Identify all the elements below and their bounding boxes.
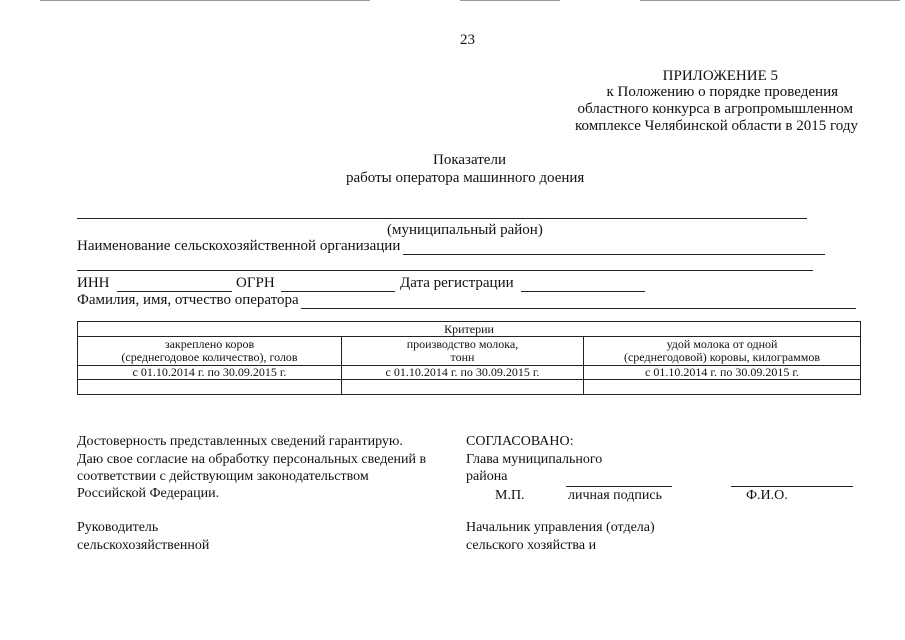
approval-title: СОГЛАСОВАНО: [466, 434, 574, 449]
value-cell[interactable] [78, 380, 342, 395]
district-input-line[interactable] [77, 218, 807, 219]
column-header-line: закреплено коров [164, 337, 255, 351]
column-header-line: (среднегодовой) коровы, килограммов [623, 350, 821, 364]
certification-line-4: Российской Федерации. [77, 486, 220, 501]
operator-name-label: Фамилия, имя, отчество оператора [77, 292, 299, 308]
signature-line[interactable] [566, 486, 672, 487]
operator-name-input-line[interactable] [301, 308, 856, 309]
footer-right-line-2: сельского хозяйства и [466, 538, 597, 553]
scan-edge-line-mid [460, 0, 560, 1]
certification-line-1: Достоверность представленных сведений гарантирую. [77, 434, 403, 449]
table-row [78, 337, 861, 366]
column-header-line: производство молока, [406, 337, 519, 351]
footer-left-line-2: сельскохозяйственной [77, 538, 210, 553]
footer-left-line-1: Руководитель [77, 520, 159, 535]
column-header [78, 337, 342, 366]
value-cell[interactable] [584, 380, 861, 395]
org-name-label: Наименование сельскохозяйственной организации [77, 238, 401, 254]
heading-line-1: Показатели [433, 152, 506, 168]
column-header [584, 337, 861, 366]
org-name-input-line-2[interactable] [77, 270, 813, 271]
inn-label: ИНН [77, 275, 110, 291]
heading-line-2: работы оператора машинного доения [346, 170, 585, 186]
reg-date-input-line[interactable] [521, 291, 645, 292]
district-caption: (муниципальный район) [387, 222, 543, 238]
table-header: Критерии [78, 322, 861, 337]
period-cell: с 01.10.2014 г. по 30.09.2015 г. [584, 366, 861, 380]
column-header-line: удой молока от одной [666, 337, 778, 351]
value-cell[interactable] [342, 380, 584, 395]
reg-date-label: Дата регистрации [400, 275, 514, 291]
criteria-table [77, 321, 861, 395]
certification-line-2: Даю свое согласие на обработку персональных сведений в [77, 452, 427, 467]
appendix-line-2: областного конкурса в агропромышленном [577, 101, 853, 117]
approval-line-2: района [466, 469, 508, 484]
column-header-line: тонн [450, 350, 475, 364]
page-number: 23 [460, 32, 475, 48]
scan-edge-line-left [40, 0, 370, 1]
footer-right-line-1: Начальник управления (отдела) [466, 520, 655, 535]
approval-line-1: Глава муниципального [466, 452, 603, 467]
scan-edge-line-right [640, 0, 900, 1]
table-header-row [78, 322, 861, 337]
appendix-title: ПРИЛОЖЕНИЕ 5 [662, 68, 778, 84]
appendix-line-3: комплексе Челябинской области в 2015 году [575, 118, 858, 134]
stamp-label: М.П. [495, 488, 525, 503]
certification-line-3: соответствии с действующим законодательством [77, 469, 369, 484]
table-row [78, 366, 861, 380]
ogrn-label: ОГРН [236, 275, 275, 291]
org-name-input-line[interactable] [403, 254, 825, 255]
signature-label: личная подпись [568, 488, 662, 503]
column-header [342, 337, 584, 366]
name-label: Ф.И.О. [746, 488, 788, 503]
period-cell: с 01.10.2014 г. по 30.09.2015 г. [78, 366, 342, 380]
column-header-line: (среднегодовое количество), голов [121, 350, 298, 364]
table-row [78, 380, 861, 395]
appendix-line-1: к Положению о порядке проведения [606, 84, 838, 100]
period-cell: с 01.10.2014 г. по 30.09.2015 г. [342, 366, 584, 380]
name-line[interactable] [731, 486, 853, 487]
